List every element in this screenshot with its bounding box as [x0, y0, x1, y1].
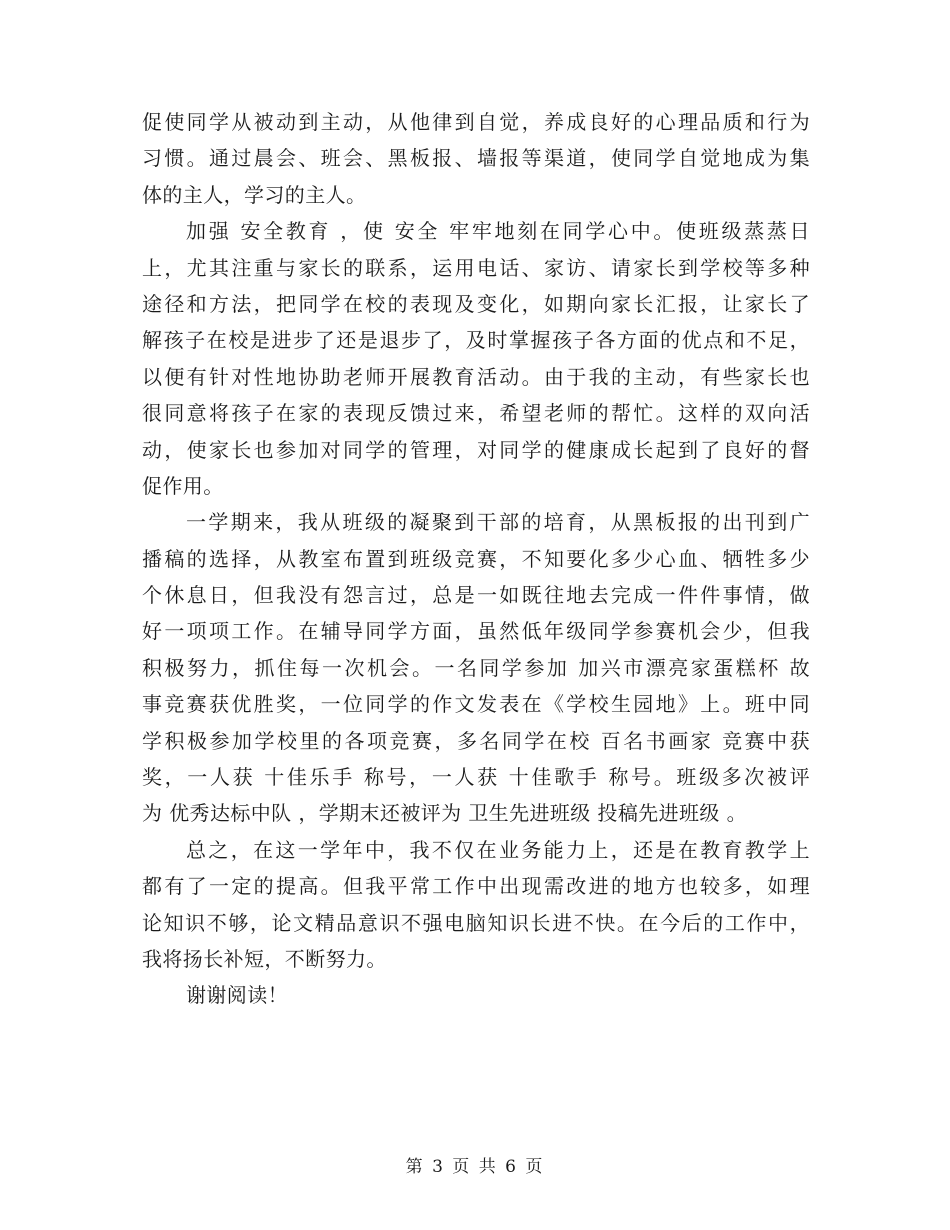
- paragraph: [142, 213, 810, 504]
- text-line: 我将扬长补短，不断努力。: [142, 946, 387, 971]
- text-line: 以便有针对性地协助老师开展教育活动。由于我的主动，有些家长也: [142, 364, 810, 389]
- text-line: 总之，在这一学年中，我不仅在业务能力上，还是在教育教学上: [186, 837, 810, 862]
- text-line: 好一项项工作。在辅导同学方面，虽然低年级同学参赛机会少，但我: [142, 619, 810, 644]
- document-body: [142, 104, 810, 1014]
- text-line: 上，尤其注重与家长的联系，运用电话、家访、请家长到学校等多种: [142, 255, 810, 280]
- text-line: 习惯。通过晨会、班会、黑板报、墙报等渠道，使同学自觉地成为集: [142, 146, 810, 171]
- paragraph-list: [142, 104, 810, 1014]
- text-line: 都有了一定的提高。但我平常工作中出现需改进的地方也较多，如理: [142, 874, 810, 899]
- text-line: 体的主人，学习的主人。: [142, 182, 367, 207]
- text-line: 个休息日，但我没有怨言过，总是一如既往地去完成一件件事情，做: [142, 583, 810, 608]
- text-line: 奖，一人获 十佳乐手 称号，一人获 十佳歌手 称号。班级多次被评: [142, 765, 810, 790]
- text-line: 促使同学从被动到主动，从他律到自觉，养成良好的心理品质和行为: [142, 110, 810, 134]
- text-line: 很同意将孩子在家的表现反馈过来，希望老师的帮忙。这样的双向活: [142, 401, 810, 426]
- text-line: 途径和方法，把同学在校的表现及变化，如期向家长汇报，让家长了: [142, 291, 810, 316]
- text-line: 积极努力，抓住每一次机会。一名同学参加 加兴市漂亮家蛋糕杯 故: [142, 655, 810, 680]
- paragraph: [142, 977, 810, 1013]
- text-line: 为 优秀达标中队 ，学期末还被评为 卫生先进班级 投稿先进班级 。: [142, 801, 747, 826]
- paragraph: [142, 504, 810, 832]
- text-line: 学积极参加学校里的各项竞赛，多名同学在校 百名书画家 竞赛中获: [142, 728, 810, 753]
- text-line: 解孩子在校是进步了还是退步了，及时掌握孩子各方面的优点和不足，: [142, 328, 810, 353]
- text-line: 促作用。: [142, 473, 224, 498]
- text-line: 谢谢阅读！: [186, 983, 288, 1008]
- paragraph: [142, 832, 810, 978]
- text-line: 加强 安全教育 ，使 安全 牢牢地刻在同学心中。使班级蒸蒸日: [186, 219, 810, 244]
- text-line: 事竞赛获优胜奖，一位同学的作文发表在《学校生园地》上。班中同: [142, 692, 810, 717]
- text-line: 论知识不够，论文精品意识不强电脑知识长进不快。在今后的工作中，: [142, 910, 810, 935]
- text-line: 播稿的选择，从教室布置到班级竞赛，不知要化多少心血、牺牲多少: [142, 546, 810, 571]
- page-number-footer: 第 3 页 共 6 页: [405, 1157, 545, 1177]
- text-line: 动，使家长也参加对同学的管理，对同学的健康成长起到了良好的督: [142, 437, 810, 462]
- text-line: 一学期来，我从班级的凝聚到干部的培育，从黑板报的出刊到广: [186, 510, 810, 535]
- paragraph: [142, 104, 810, 213]
